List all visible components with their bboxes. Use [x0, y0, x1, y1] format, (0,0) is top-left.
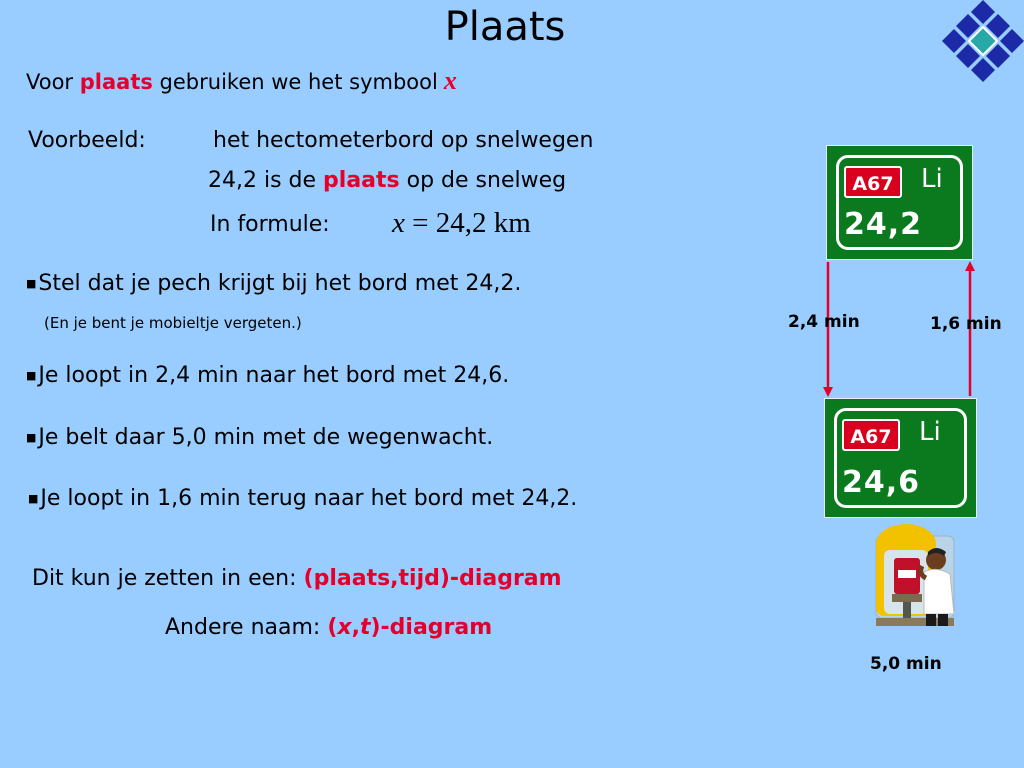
formula-label: In formule: [210, 212, 330, 237]
alt-open: ( [327, 615, 338, 640]
time-label-walk-to: 2,4 min [788, 312, 860, 332]
example-highlight: plaats [323, 168, 400, 193]
alt-comma: , [351, 615, 360, 640]
intro-text: Voor [26, 70, 80, 94]
route-badge: A67 [844, 166, 902, 198]
formula-value: = 24,2 km [404, 207, 531, 239]
example-line1: het hectometerbord op snelwegen [213, 128, 594, 153]
alt-t: t [359, 615, 371, 640]
example-line2-text: 24,2 is de [208, 168, 324, 193]
square-bullet-icon: ■ [26, 277, 37, 290]
sign-km: 24,6 [842, 465, 921, 500]
square-bullet-icon: ■ [28, 492, 39, 505]
square-bullet-icon: ■ [26, 369, 37, 382]
sign-direction: Li [921, 164, 943, 194]
example-line2-after: op de snelweg [399, 168, 567, 193]
bullet-text: Je loopt in 1,6 min terug naar het bord met 24,2. [40, 486, 578, 511]
intro-highlight: plaats [79, 70, 153, 94]
square-bullet-icon: ■ [26, 431, 37, 444]
route-badge: A67 [842, 419, 900, 451]
alt-close: )-diagram [370, 615, 493, 640]
sign-direction: Li [919, 417, 941, 447]
time-label-walk-back: 1,6 min [930, 314, 1002, 334]
hectometer-sign-1 [826, 145, 973, 260]
emergency-phone-person-icon [870, 522, 960, 630]
intro-text-after: gebruiken we het symbool [152, 70, 438, 94]
alt-x: x [337, 615, 352, 640]
sign-km: 24,2 [844, 207, 923, 242]
bullet-text: Je belt daar 5,0 min met de wegenwacht. [38, 425, 494, 450]
time-label-call: 5,0 min [870, 654, 942, 674]
bullet-text: Stel dat je pech krijgt bij het bord met 24,2. [38, 271, 522, 296]
note: (En je bent je mobieltje vergeten.) [44, 314, 302, 332]
formula-variable: x [392, 207, 405, 239]
bullet-text: Je loopt in 2,4 min naar het bord met 24,6. [38, 363, 510, 388]
alt-name-text: Andere naam: [165, 615, 328, 640]
example-label: Voorbeeld: [28, 128, 146, 153]
diagram-text: Dit kun je zetten in een: [32, 566, 304, 591]
diagram-highlight: (plaats,tijd)-diagram [303, 566, 562, 591]
page-title: Plaats [444, 4, 566, 50]
hectometer-sign-2 [824, 398, 977, 518]
symbol-x: x [443, 66, 457, 95]
